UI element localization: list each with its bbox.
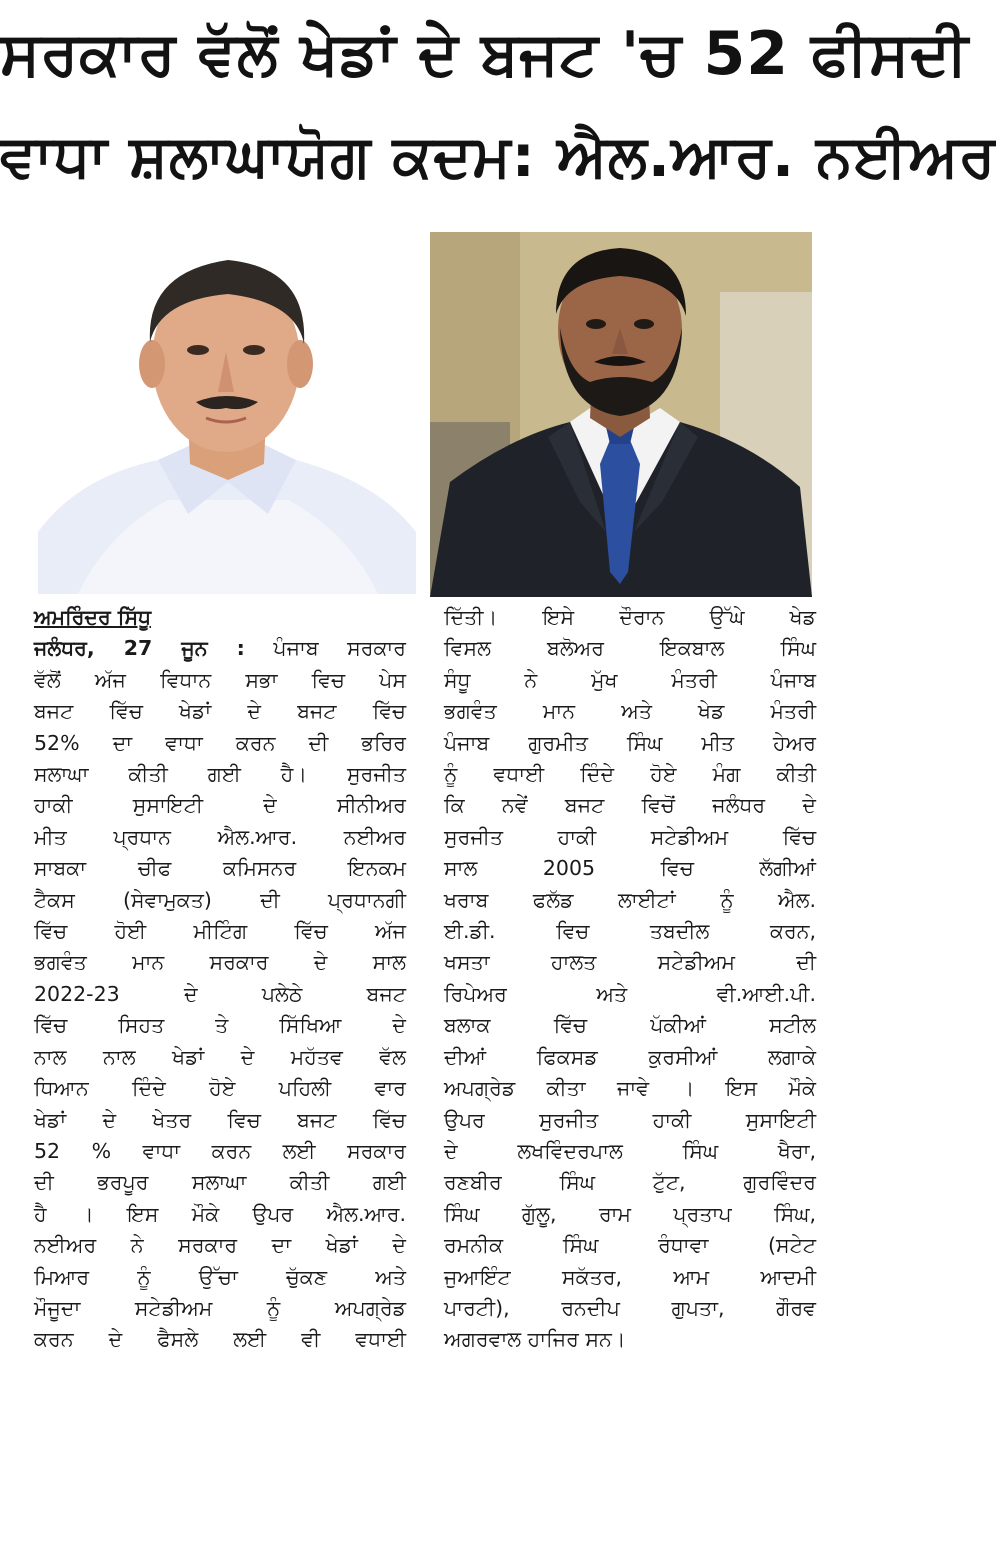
article-column-right <box>444 602 816 1356</box>
article-line: ਜੁਆਇੰਟ ਸਕੱਤਰ, ਆਮ ਆਦਮੀ <box>444 1264 816 1289</box>
article-line: ਰਿਪੇਅਰ ਅਤੇ ਵੀ.ਆਈ.ਪੀ. <box>444 981 816 1006</box>
article-line: ਟੈਕਸ (ਸੇਵਾਮੁਕਤ) ਦੀ ਪ੍ਰਧਾਨਗੀ <box>34 887 406 912</box>
article-line: ਖੇਡਾਂ ਦੇ ਖੇਤਰ ਵਿਚ ਬਜਟ ਵਿੱਚ <box>34 1107 406 1132</box>
article-line: ਕਰਨ ਦੇ ਫੈਸਲੇ ਲਈ ਵੀ ਵਧਾਈ <box>34 1327 406 1352</box>
article-line: ਸੁਰਜੀਤ ਹਾਕੀ ਸਟੇਡੀਅਮ ਵਿੱਚ <box>444 824 816 849</box>
article-line: ਵਿੱਚ ਸਿਹਤ ਤੇ ਸਿੱਖਿਆ ਦੇ <box>34 1013 406 1038</box>
article-line: ਅਗਰਵਾਲ ਹਾਜਿਰ ਸਨ। <box>444 1327 626 1352</box>
article-line: ਪੰਜਾਬ ਗੁਰਮੀਤ ਸਿੰਘ ਮੀਤ ਹੇਅਰ <box>444 730 816 755</box>
article-line: ਵੱਲੋਂ ਅੱਜ ਵਿਧਾਨ ਸਭਾ ਵਿਚ ਪੇਸ <box>34 667 406 692</box>
portrait-photo-left <box>38 232 416 594</box>
article-line: 2022-23 ਦੇ ਪਲੇਠੇ ਬਜਟ <box>34 981 406 1006</box>
article-line: ਖਰਾਬ ਫਲੱਡ ਲਾਈਟਾਂ ਨੂੰ ਐਲ. <box>444 887 816 912</box>
article-line: ਸਾਲ 2005 ਵਿਚ ਲੱਗੀਆਂ <box>444 856 816 881</box>
article-line: ਨਾਲ ਨਾਲ ਖੇਡਾਂ ਦੇ ਮਹੱਤਵ ਵੱਲ <box>34 1044 406 1069</box>
article-column-left <box>34 602 406 1356</box>
headline-line-1: ਸਰਕਾਰ ਵੱਲੋਂ ਖੇਡਾਂ ਦੇ ਬਜਟ 'ਚ 52 ਫੀਸਦੀ <box>0 19 969 89</box>
portrait-photo-right <box>430 232 812 597</box>
article-line: ਦੀ ਭਰਪੂਰ ਸਲਾਘਾ ਕੀਤੀ ਗਈ <box>34 1170 406 1195</box>
article-line: ਪਾਰਟੀ), ਰਨਦੀਪ ਗੁਪਤਾ, ਗੌਰਵ <box>444 1295 816 1320</box>
article-line: ਬਲਾਕ ਵਿੱਚ ਪੱਕੀਆਂ ਸਟੀਲ <box>444 1013 816 1038</box>
article-line: ਦਿੱਤੀ। ਇਸੇ ਦੌਰਾਨ ਉੱਘੇ ਖੇਡ <box>444 605 816 629</box>
article-line: ਸਿੰਘ ਗੁੱਲੂ, ਰਾਮ ਪ੍ਰਤਾਪ ਸਿੰਘ, <box>444 1201 816 1226</box>
article-line: ਬਜਟ ਵਿੱਚ ਖੇਡਾਂ ਦੇ ਬਜਟ ਵਿੱਚ <box>34 699 406 724</box>
article-line: ਦੀਆਂ ਫਿਕਸਡ ਕੁਰਸੀਆਂ ਲਗਾਕੇ <box>444 1044 816 1069</box>
article-line: ਮਿਆਰ ਨੂੰ ਉੱਚਾ ਚੁੱਕਣ ਅਤੇ <box>34 1264 406 1289</box>
article-dateline: ਜਲੰਧਰ, 27 ਜੂਨ : <box>34 636 245 661</box>
article-text: ਪੰਜਾਬ ਸਰਕਾਰ <box>244 636 407 661</box>
headline-line-2: ਵਾਧਾ ਸ਼ਲਾਘਾਯੋਗ ਕਦਮ: ਐਲ.ਆਰ. ਨਈਅਰ <box>0 122 996 190</box>
article-line: ਰਮਨੀਕ ਸਿੰਘ ਰੰਧਾਵਾ (ਸਟੇਟ <box>444 1233 816 1258</box>
article-line: ਕਿ ਨਵੇਂ ਬਜਟ ਵਿਚੋਂ ਜਲੰਧਰ ਦੇ <box>444 793 816 818</box>
article-line: ਖਸਤਾ ਹਾਲਤ ਸਟੇਡੀਅਮ ਦੀ <box>444 950 816 975</box>
article-line: ਸੰਧੂ ਨੇ ਮੁੱਖ ਮੰਤਰੀ ਪੰਜਾਬ <box>444 667 816 692</box>
article-line: 52% ਦਾ ਵਾਧਾ ਕਰਨ ਦੀ ਭਰਿਰ <box>34 730 406 755</box>
article-line: ਰਣਬੀਰ ਸਿੰਘ ਟੁੱਟ, ਗੁਰਵਿੰਦਰ <box>444 1170 816 1195</box>
article-line: 52 % ਵਾਧਾ ਕਰਨ ਲਈ ਸਰਕਾਰ <box>34 1138 406 1163</box>
article-line: ਉਪਰ ਸੁਰਜੀਤ ਹਾਕੀ ਸੁਸਾਇਟੀ <box>444 1107 816 1132</box>
article-line: ਮੌਜੂਦਾ ਸਟੇਡੀਅਮ ਨੂੰ ਅਪਗ੍ਰੇਡ <box>34 1295 406 1320</box>
article-line: ਦੇ ਲਖਵਿੰਦਰਪਾਲ ਸਿੰਘ ਖੈਰਾ, <box>444 1138 816 1163</box>
article-line: ਭਗਵੰਤ ਮਾਨ ਸਰਕਾਰ ਦੇ ਸਾਲ <box>34 950 406 975</box>
article-line: ਹਾਕੀ ਸੁਸਾਇਟੀ ਦੇ ਸੀਨੀਅਰ <box>34 793 406 818</box>
article-line: ਵਿੱਚ ਹੋਈ ਮੀਟਿੰਗ ਵਿੱਚ ਅੱਜ <box>34 919 406 944</box>
article-line: ਧਿਆਨ ਦਿੰਦੇ ਹੋਏ ਪਹਿਲੀ ਵਾਰ <box>34 1076 406 1101</box>
article-line: ਭਗਵੰਤ ਮਾਨ ਅਤੇ ਖੇਡ ਮੰਤਰੀ <box>444 699 816 724</box>
article-line: ਅਪਗ੍ਰੇਡ ਕੀਤਾ ਜਾਵੇ । ਇਸ ਮੌਕੇ <box>444 1076 816 1101</box>
article-line <box>34 633 406 664</box>
article-line: ਸਲਾਘਾ ਕੀਤੀ ਗਈ ਹੈ। ਸੁਰਜੀਤ <box>34 762 406 787</box>
article-line: ਨਈਅਰ ਨੇ ਸਰਕਾਰ ਦਾ ਖੇਡਾਂ ਦੇ <box>34 1233 406 1258</box>
article-byline: ਅਮਰਿੰਦਰ ਸਿੱਧੂ <box>34 605 152 629</box>
article-line: ਸਾਬਕਾ ਚੀਫ ਕਮਿਸਨਰ ਇਨਕਮ <box>34 856 406 881</box>
article-line: ਨੂੰ ਵਧਾਈ ਦਿੰਦੇ ਹੋਏ ਮੰਗ ਕੀਤੀ <box>444 762 816 787</box>
article-line: ਵਿਸਲ ਬਲੋਅਰ ਇਕਬਾਲ ਸਿੰਘ <box>444 636 816 661</box>
article-line: ਮੀਤ ਪ੍ਰਧਾਨ ਐਲ.ਆਰ. ਨਈਅਰ <box>34 824 406 849</box>
article-line: ਈ.ਡੀ. ਵਿਚ ਤਬਦੀਲ ਕਰਨ, <box>444 919 816 944</box>
article-line: ਹੈ । ਇਸ ਮੌਕੇ ਉਪਰ ਐਲ.ਆਰ. <box>34 1201 406 1226</box>
